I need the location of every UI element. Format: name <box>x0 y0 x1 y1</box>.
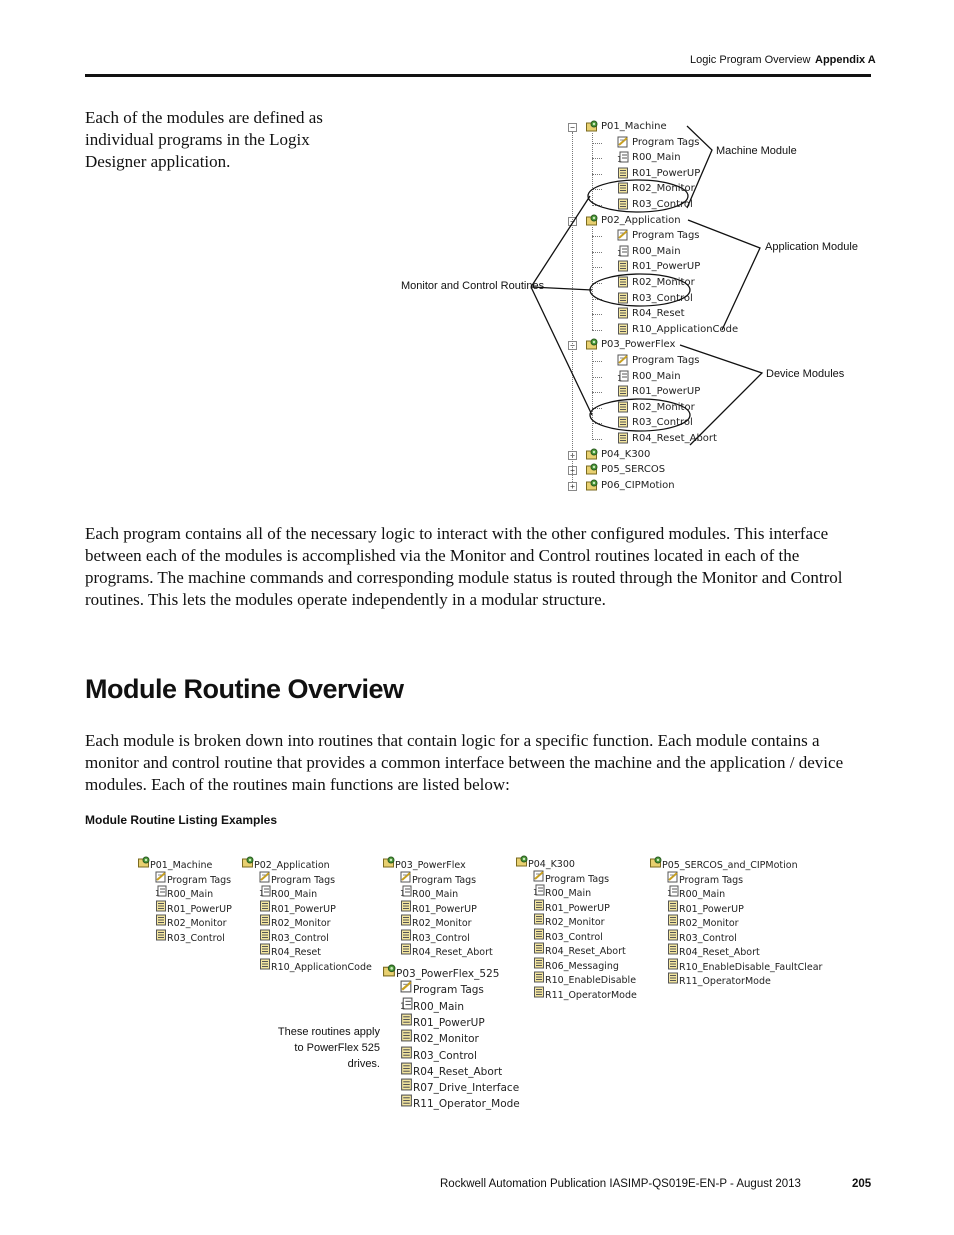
listing-routine-node[interactable] <box>259 900 336 914</box>
routine-icon <box>400 1062 413 1075</box>
routine-label: Program Tags <box>413 984 484 997</box>
listing-routine-node[interactable] <box>400 929 470 943</box>
program-folder-icon <box>138 856 150 868</box>
callout-device-modules: Device Modules <box>766 368 845 380</box>
routine-icon <box>533 957 545 969</box>
routine-label: R03_Control <box>167 932 225 944</box>
routine-icon <box>259 900 271 912</box>
program-label: P01_Machine <box>150 860 213 871</box>
listing-routine-node[interactable] <box>667 943 760 957</box>
svg-text:1: 1 <box>259 889 265 897</box>
listing-caption: Module Routine Listing Examples <box>85 813 278 827</box>
routine-icon <box>155 929 167 941</box>
routine-label: R01_PowerUP <box>271 903 336 915</box>
program-label: P01_Machine <box>601 121 667 132</box>
routine-label: R01_PowerUP <box>632 261 701 273</box>
routine-label: Program Tags <box>167 874 232 886</box>
program-tags-icon <box>259 871 271 883</box>
routine-label: R02_Monitor <box>632 183 695 195</box>
listing-routine-node[interactable] <box>400 1062 502 1078</box>
routine-icon <box>533 986 545 998</box>
routine-icon <box>533 928 545 940</box>
routine-label: R01_PowerUP <box>413 1016 485 1029</box>
routine-label: R03_Control <box>412 932 470 944</box>
svg-text:1: 1 <box>617 155 623 164</box>
routine-label: R00_Main <box>632 370 681 382</box>
routine-icon <box>667 943 679 955</box>
listing-program-node[interactable] <box>242 856 330 870</box>
paragraph-interface: Each program contains all of the necessary logic to interact with the other configured modules. This interface between each of the modules is accomplished via the Monitor and Control routines located in each of the programs. The machine commands and corresponding module status is routed through the Monitor and Control routines. This lets the modules operate independently in a modular structure. <box>85 524 843 609</box>
tree-connector <box>0 0 954 67</box>
program-tags-icon <box>667 871 679 883</box>
listing-routine-node[interactable] <box>259 914 331 928</box>
routine-label: R00_Main <box>545 888 592 899</box>
routine-label: R03_Control <box>632 199 693 210</box>
program-label: P03_PowerFlex <box>395 860 466 871</box>
routine-label: R03_Control <box>679 932 737 944</box>
routine-label: R11_OperatorMode <box>679 976 771 987</box>
routine-label: R01_PowerUP <box>632 167 701 179</box>
svg-text:1: 1 <box>155 889 161 897</box>
program-tags-icon <box>400 980 413 993</box>
svg-text:1: 1 <box>617 373 623 382</box>
svg-text:1: 1 <box>400 1001 406 1010</box>
routine-label: R01_PowerUP <box>679 903 744 915</box>
routine-label: R04_Reset_Abort <box>679 947 760 958</box>
routine-label: R00_Main <box>679 889 726 900</box>
routine-label: R02_Monitor <box>271 918 331 929</box>
listing-routine-node[interactable] <box>259 871 335 885</box>
routine-label: R10_EnableDisable_FaultClear <box>679 961 823 973</box>
expand-toggle[interactable]: + <box>568 482 577 491</box>
listing-routine-node[interactable] <box>667 958 822 972</box>
routine-label: R00_Main <box>167 889 214 900</box>
routine-icon <box>259 958 271 970</box>
svg-text:1: 1 <box>533 888 539 896</box>
routine-icon <box>155 900 167 912</box>
listing-routine-node[interactable] <box>259 943 321 957</box>
listing-program-node[interactable] <box>383 856 466 870</box>
tree-connector <box>0 67 954 163</box>
svg-text:1: 1 <box>617 248 623 257</box>
routine-label: R03_Control <box>413 1049 477 1062</box>
program-folder-icon <box>242 856 254 868</box>
listing-routine-node[interactable] <box>155 885 213 899</box>
main-routine-icon <box>259 885 271 897</box>
listing-routine-node[interactable] <box>667 885 725 899</box>
routine-label: R03_Control <box>271 932 329 944</box>
routine-label: R11_Operator_Mode <box>413 1098 520 1111</box>
svg-text:1: 1 <box>400 889 406 897</box>
routine-icon <box>667 958 679 970</box>
routine-label: R02_Monitor <box>632 277 695 288</box>
listing-routine-node[interactable] <box>533 986 637 1000</box>
listing-routine-node[interactable] <box>400 943 493 957</box>
routine-icon <box>400 1078 413 1091</box>
listing-routine-node[interactable] <box>667 900 744 914</box>
tree-connector <box>0 245 954 370</box>
routine-label: R04_Reset_Abort <box>545 946 626 957</box>
routine-label: Program Tags <box>545 873 610 885</box>
svg-text:1: 1 <box>667 889 673 897</box>
program-label: P04_K300 <box>528 859 575 870</box>
program-label: P03_PowerFlex_525 <box>396 968 500 980</box>
listing-routine-node[interactable] <box>667 871 743 885</box>
routine-label: R06_Messaging <box>545 960 619 972</box>
program-folder-icon <box>383 964 396 977</box>
section-title: Module Routine Overview <box>85 674 404 704</box>
tree-connector <box>0 163 954 245</box>
program-label: P03_PowerFlex <box>601 339 676 351</box>
program-tags-icon <box>533 870 545 882</box>
routine-icon <box>533 942 545 954</box>
listing-routine-node[interactable] <box>400 980 484 996</box>
routine-label: R01_PowerUP <box>412 903 477 915</box>
listing-program-node[interactable] <box>650 856 798 870</box>
routine-icon <box>667 972 679 984</box>
routine-icon <box>259 943 271 955</box>
intro-text: Each of the modules are defined as individual programs in the Logix Designer application. <box>85 108 323 171</box>
listing-routine-node[interactable] <box>155 914 227 928</box>
listing-routine-node[interactable] <box>533 928 603 942</box>
routine-icon <box>400 1013 413 1026</box>
routine-label: R00_Main <box>412 889 459 900</box>
program-label: P05_SERCOS <box>601 464 666 476</box>
pf525-note: These routines apply to PowerFlex 525 drives. <box>277 1026 380 1070</box>
listing-program-node[interactable] <box>138 856 212 870</box>
listing-routine-node[interactable] <box>155 871 231 885</box>
routine-label: R03_Control <box>545 931 603 943</box>
routine-icon <box>155 914 167 926</box>
listing-routine-node[interactable] <box>259 929 329 943</box>
footer-publication: Rockwell Automation Publication IASIMP-QS019E-EN-P - August 2013 <box>440 1178 801 1190</box>
routine-label: Program Tags <box>679 874 744 886</box>
main-routine-icon <box>533 884 545 896</box>
routine-label: Program Tags <box>632 230 700 242</box>
paragraph-routines: Each module is broken down into routines that contain logic for a specific function. Each module contains a monitor and control routine that provides a common interface between the machine and the application / device modules. Each of the routines main functions are listed below: <box>85 731 844 794</box>
collapse-toggle[interactable]: − <box>568 341 577 350</box>
routine-label: Program Tags <box>412 874 477 886</box>
routine-icon <box>533 971 545 983</box>
routine-label: R02_Monitor <box>632 401 695 413</box>
listing-routine-node[interactable] <box>400 914 472 928</box>
routine-label: R03_Control <box>632 417 693 429</box>
program-label: P05_SERCOS_and_CIPMotion <box>662 860 798 871</box>
listing-routine-node[interactable] <box>400 1029 479 1045</box>
program-tags-icon <box>155 871 167 883</box>
tree-connector <box>0 480 954 605</box>
routine-icon <box>667 900 679 912</box>
listing-routine-node[interactable] <box>400 885 458 899</box>
listing-routine-node[interactable] <box>259 885 317 899</box>
routine-label: R01_PowerUP <box>545 902 610 914</box>
program-label: P06_CIPMotion <box>601 479 675 491</box>
callout-machine-module: Machine Module <box>716 145 797 157</box>
listing-routine-node[interactable] <box>400 1078 519 1094</box>
routine-icon <box>400 943 412 955</box>
expand-toggle[interactable]: + <box>568 466 577 475</box>
routine-icon <box>667 929 679 941</box>
routine-label: R00_Main <box>271 889 318 900</box>
listing-routine-node[interactable] <box>155 929 225 943</box>
listing-routine-node[interactable] <box>259 958 372 972</box>
routine-label: R10_ApplicationCode <box>632 323 739 335</box>
program-folder-icon <box>516 855 528 867</box>
listing-routine-node[interactable] <box>667 914 739 928</box>
listing-routine-node[interactable] <box>400 871 476 885</box>
routine-icon <box>667 914 679 926</box>
main-routine-icon <box>400 885 412 897</box>
routine-label: R04_Reset <box>632 308 685 320</box>
footer-page-number: 205 <box>852 1178 872 1190</box>
routine-icon <box>400 1094 413 1107</box>
routine-icon <box>259 914 271 926</box>
program-folder-icon <box>383 856 395 868</box>
main-routine-icon <box>400 997 413 1010</box>
routine-label: R01_PowerUP <box>167 903 232 915</box>
routine-icon <box>400 1029 413 1042</box>
listing-program-node[interactable] <box>383 964 499 980</box>
listing-routine-node[interactable] <box>533 971 636 985</box>
routine-label: R10_EnableDisable <box>545 975 637 986</box>
routine-icon <box>400 914 412 926</box>
collapse-toggle[interactable]: − <box>568 123 577 132</box>
routine-label: R04_Reset <box>271 947 321 958</box>
routine-label: R02_Monitor <box>412 918 472 929</box>
routine-icon <box>533 899 545 911</box>
routine-icon <box>533 913 545 925</box>
routine-label: R04_Reset_Abort <box>413 1065 503 1078</box>
routine-label: R07_Drive_Interface <box>413 1082 520 1095</box>
listing-routine-node[interactable] <box>400 900 477 914</box>
listing-routine-node[interactable] <box>533 942 626 956</box>
listing-routine-node[interactable] <box>667 972 771 986</box>
program-label: P04_K300 <box>601 448 651 460</box>
listing-routine-node[interactable] <box>667 929 737 943</box>
routine-icon <box>400 929 412 941</box>
routine-label: R04_Reset_Abort <box>632 433 717 444</box>
listing-routine-node[interactable] <box>400 1013 485 1029</box>
collapse-toggle[interactable]: − <box>568 217 577 226</box>
listing-routine-node[interactable] <box>533 899 610 913</box>
routine-label: R02_Monitor <box>167 918 227 929</box>
listing-routine-node[interactable] <box>400 997 464 1013</box>
listing-routine-node[interactable] <box>533 913 605 927</box>
routine-icon <box>400 1046 413 1059</box>
routine-label: R01_PowerUP <box>632 386 701 398</box>
routine-label: Program Tags <box>632 355 700 366</box>
header-appendix: Appendix A <box>815 54 876 66</box>
program-tags-icon <box>400 871 412 883</box>
routine-label: R03_Control <box>632 292 693 304</box>
listing-routine-node[interactable] <box>155 900 232 914</box>
listing-routine-node[interactable] <box>400 1046 477 1062</box>
tree-connector <box>0 370 954 481</box>
program-label: P02_Application <box>601 214 681 226</box>
routine-label: R04_Reset_Abort <box>412 947 493 958</box>
callout-monitor-control: Monitor and Control Routines <box>401 280 545 292</box>
routine-label: R00_Main <box>632 245 681 257</box>
expand-toggle[interactable]: + <box>568 451 577 460</box>
listing-routine-node[interactable] <box>533 870 609 884</box>
listing-routine-node[interactable] <box>533 957 619 971</box>
listing-routine-node[interactable] <box>400 1094 520 1110</box>
routine-label: R02_Monitor <box>679 918 739 929</box>
routine-label: Program Tags <box>632 136 700 148</box>
routine-label: R00_Main <box>413 1000 464 1013</box>
callout-application-module: Application Module <box>765 241 858 253</box>
routine-label: R10_ApplicationCode <box>271 961 372 973</box>
routine-icon <box>400 900 412 912</box>
program-label: P02_Application <box>254 860 330 871</box>
routine-label: R11_OperatorMode <box>545 989 637 1001</box>
routine-icon <box>259 929 271 941</box>
listing-program-node[interactable] <box>516 855 575 869</box>
program-folder-icon <box>650 856 662 868</box>
header-section: Logic Program Overview <box>690 54 811 66</box>
routine-label: R02_Monitor <box>545 917 605 928</box>
routine-label: Program Tags <box>271 874 336 886</box>
listing-routine-node[interactable] <box>533 884 591 898</box>
main-routine-icon <box>155 885 167 897</box>
routine-label: R00_Main <box>632 152 681 164</box>
routine-label: R02_Monitor <box>413 1033 479 1046</box>
main-routine-icon <box>667 885 679 897</box>
